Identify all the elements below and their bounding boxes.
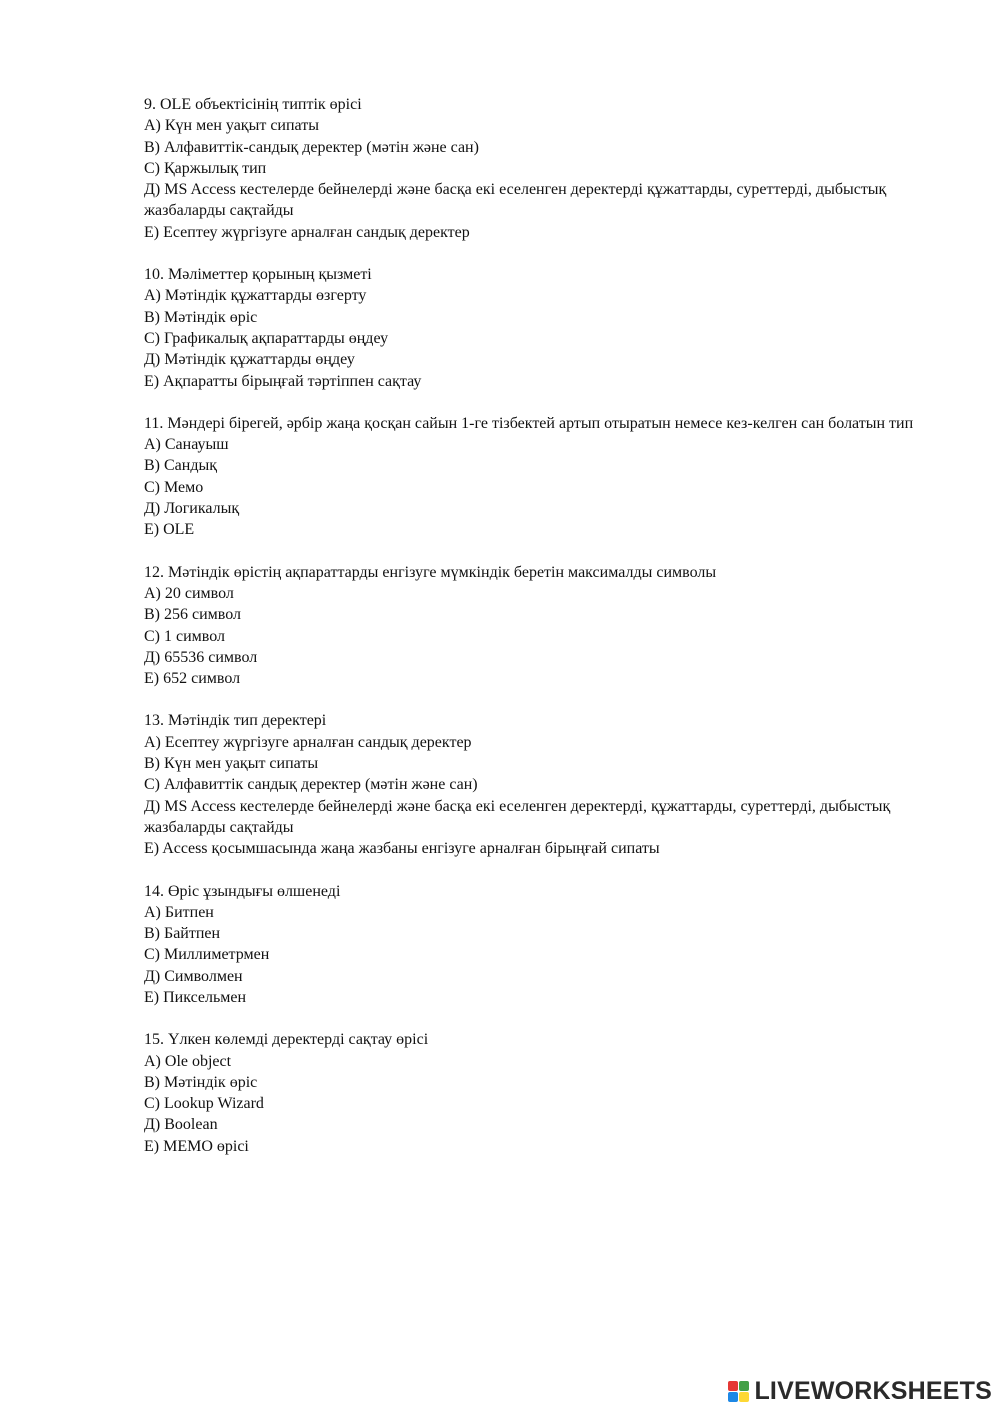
option-c: C) 1 символ — [144, 627, 226, 645]
option-b: B) Байтпен — [144, 925, 221, 943]
question-15 — [144, 1029, 944, 1157]
option-a: A) Ole object — [144, 1052, 232, 1070]
question-10 — [144, 264, 944, 392]
question-11 — [144, 413, 944, 541]
question-title: 11. Мәндері бірегей, әрбір жаңа қосқан сайын 1-ге тізбектей артып отыратын немесе кез-келген сан болатын тип — [144, 414, 914, 432]
option-e: E) MEMO өрісі — [144, 1137, 249, 1155]
logo-square-red — [728, 1381, 738, 1391]
option-c: C) Графикалық ақпараттарды өңдеу — [144, 329, 389, 347]
option-b: B) 256 символ — [144, 606, 242, 624]
liveworksheets-logo[interactable] — [728, 1376, 992, 1406]
option-a: A) Битпен — [144, 903, 214, 921]
option-a: A) 20 символ — [144, 584, 234, 602]
option-e: E) Ақпаратты бірыңғай тәртіппен сақтау — [144, 372, 422, 390]
option-c: C) Қаржылық тип — [144, 159, 267, 177]
option-d: Д) Символмен — [144, 967, 243, 985]
question-9 — [144, 94, 944, 243]
option-c: C) Мемо — [144, 478, 204, 496]
logo-square-blue — [728, 1392, 738, 1402]
option-d: Д) MS Access кестелерде бейнелерді және басқа екі еселенген деректерді, құжаттарды, суреттерді, дыбыстық жазбаларды сақтайды — [144, 797, 891, 836]
option-d: Д) Мәтіндік құжаттарды өңдеу — [144, 351, 355, 369]
option-e: E) OLE — [144, 521, 195, 539]
question-title: 15. Үлкен көлемді деректерді сақтау өрісі — [144, 1031, 429, 1049]
option-a: A) Есептеу жүргізуге арналған сандық деректер — [144, 733, 472, 751]
worksheet-page — [144, 94, 944, 1178]
option-d: Д) MS Access кестелерде бейнелерді және басқа екі еселенген деректерді құжаттарды, суреттерді, дыбыстық жазбаларды сақтайды — [144, 181, 887, 220]
option-a: A) Күн мен уақыт сипаты — [144, 117, 319, 135]
option-e: E) Пиксельмен — [144, 988, 247, 1006]
question-title: 9. OLE объектісінің типтік өрісі — [144, 96, 362, 113]
option-c: C) Lookup Wizard — [144, 1095, 264, 1113]
option-a: A) Санауыш — [144, 436, 229, 454]
question-13 — [144, 710, 944, 859]
option-a: A) Мәтіндік құжаттарды өзгерту — [144, 287, 367, 305]
option-e: E) 652 символ — [144, 670, 241, 688]
question-title: 12. Мәтіндік өрістің ақпараттарды енгізуге мүмкіндік беретін максималды символы — [144, 563, 717, 581]
option-b: B) Мәтіндік өріс — [144, 308, 258, 326]
liveworksheets-logo-icon — [728, 1381, 749, 1402]
question-title: 14. Өріс ұзындығы өлшенеді — [144, 882, 341, 900]
option-e: E) Есептеу жүргізуге арналған сандық деректер — [144, 223, 470, 241]
option-b: B) Алфавиттік-сандық деректер (мәтін және сан) — [144, 138, 479, 156]
logo-square-yellow — [739, 1392, 749, 1402]
option-d: Д) Boolean — [144, 1116, 218, 1134]
option-c: C) Алфавиттік сандық деректер (мәтін және сан) — [144, 776, 478, 794]
option-d: Д) 65536 символ — [144, 648, 258, 666]
option-c: C) Миллиметрмен — [144, 946, 270, 964]
option-d: Д) Логикалық — [144, 500, 240, 518]
question-14 — [144, 881, 944, 1009]
question-12 — [144, 562, 944, 690]
option-b: B) Сандық — [144, 457, 217, 475]
option-e: E) Access қосымшасында жаңа жазбаны енгізуге арналған бірыңғай сипаты — [144, 840, 660, 858]
question-title: 10. Мәліметтер қорының қызметі — [144, 266, 372, 284]
option-b: B) Мәтіндік өріс — [144, 1073, 258, 1091]
question-title: 13. Мәтіндік тип деректері — [144, 712, 327, 730]
logo-square-green — [739, 1381, 749, 1391]
logo-text: LIVEWORKSHEETS — [754, 1376, 992, 1405]
option-b: B) Күн мен уақыт сипаты — [144, 755, 319, 773]
